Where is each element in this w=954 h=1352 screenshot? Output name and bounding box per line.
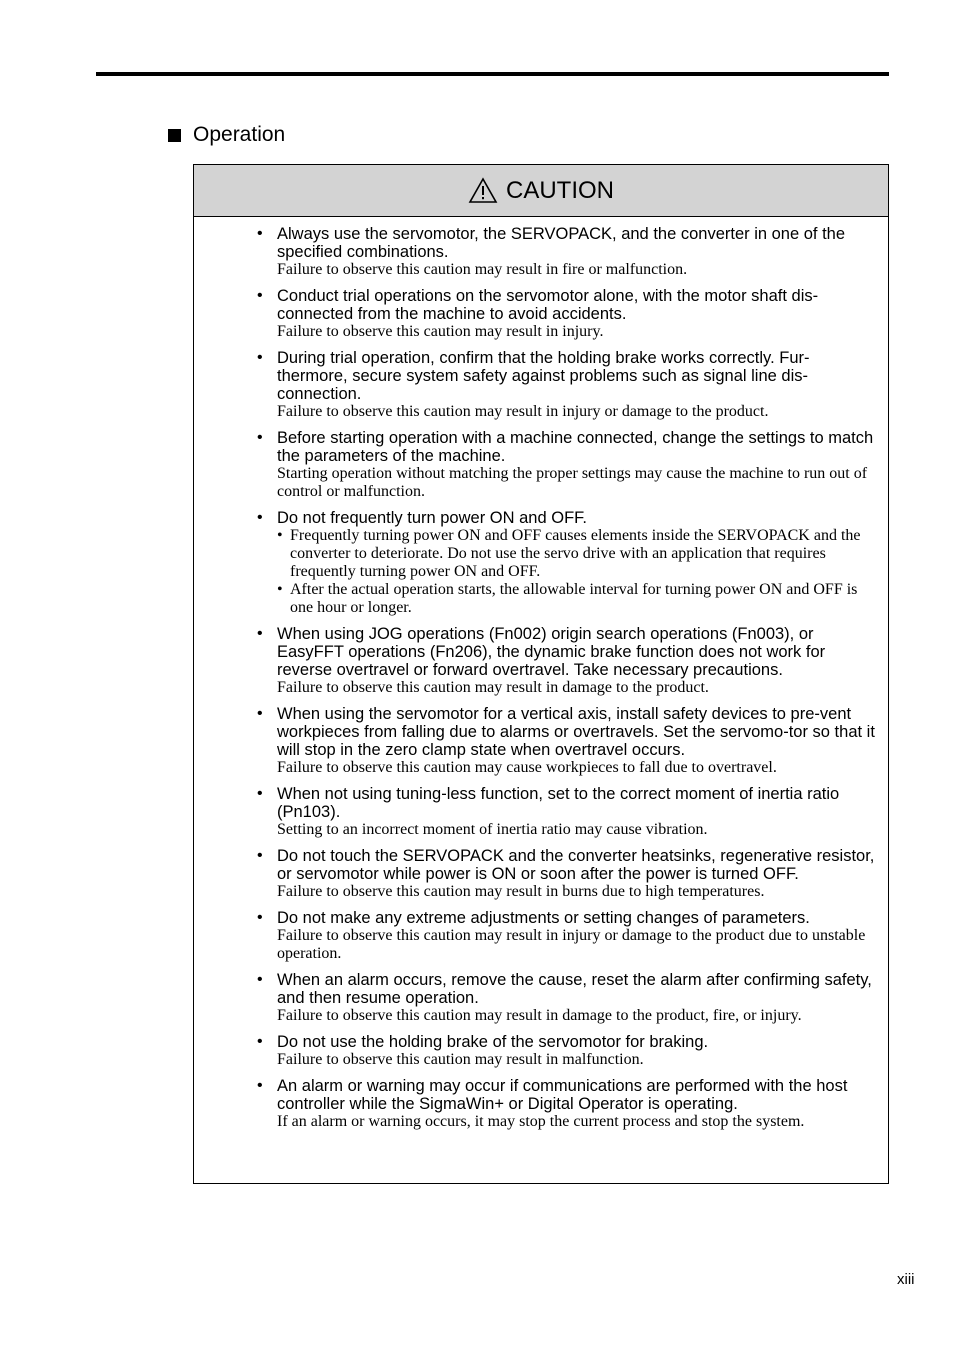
caution-item-consequence: Failure to observe this caution may result in damage to the product. xyxy=(277,679,709,696)
caution-item-text: Do not make any extreme adjustments or setting changes of parameters. xyxy=(277,909,810,927)
caution-subitem xyxy=(277,581,879,617)
square-bullet-icon xyxy=(168,129,181,142)
bullet: • xyxy=(257,705,263,722)
caution-item-consequence: Failure to observe this caution may result in injury or damage to the product due to unstable operation. xyxy=(277,927,866,962)
caution-item xyxy=(254,509,879,617)
bullet: • xyxy=(257,971,263,988)
caution-item xyxy=(254,1033,879,1069)
bullet: • xyxy=(257,509,263,526)
bullet: • xyxy=(257,909,263,926)
bullet: • xyxy=(257,225,263,242)
caution-item-text: Conduct trial operations on the servomotor alone, with the motor shaft dis-connected from the machine to avoid accidents. xyxy=(277,287,819,323)
caution-item-text: When not using tuning-less function, set to the correct moment of inertia ratio (Pn103). xyxy=(277,785,840,821)
caution-item-text: During trial operation, confirm that the holding brake works correctly. Fur-thermore, secure system safety against problems such as signal line dis-connection. xyxy=(277,349,810,403)
caution-subitem-text: Frequently turning power ON and OFF causes elements inside the SERVOPACK and the converter to deteriorate. Do not use the servo drive with an application that requires frequently turning power ON and OFF. xyxy=(290,527,861,580)
caution-item-text: Do not use the holding brake of the servomotor for braking. xyxy=(277,1033,709,1051)
section-heading xyxy=(168,122,285,148)
caution-item xyxy=(254,287,879,341)
caution-item-consequence: Failure to observe this caution may cause workpieces to fall due to overtravel. xyxy=(277,759,777,776)
caution-item xyxy=(254,1077,879,1131)
caution-item-consequence: Failure to observe this caution may result in malfunction. xyxy=(277,1051,644,1068)
bullet: • xyxy=(257,625,263,642)
caution-item-consequence: Failure to observe this caution may result in injury or damage to the product. xyxy=(277,403,769,420)
top-rule xyxy=(96,72,889,76)
caution-item xyxy=(254,429,879,501)
caution-item-consequence: Setting to an incorrect moment of inertia ratio may cause vibration. xyxy=(277,821,708,838)
caution-subitem xyxy=(277,527,879,581)
caution-item-consequence: If an alarm or warning occurs, it may stop the current process and stop the system. xyxy=(277,1113,805,1130)
caution-item-text: An alarm or warning may occur if communications are performed with the host controller while the SigmaWin+ or Digital Operator is operating. xyxy=(277,1077,848,1113)
caution-item-consequence: Failure to observe this caution may result in burns due to high temperatures. xyxy=(277,883,765,900)
caution-item-consequence: Starting operation without matching the proper settings may cause the machine to run out of control or malfunction. xyxy=(277,465,868,500)
bullet: • xyxy=(257,847,263,864)
caution-item xyxy=(254,971,879,1025)
caution-item xyxy=(254,225,879,279)
caution-subitem-text: After the actual operation starts, the allowable interval for turning power ON and OFF is one hour or longer. xyxy=(290,581,858,616)
caution-item xyxy=(254,847,879,901)
caution-header xyxy=(194,165,888,217)
caution-item-text: Always use the servomotor, the SERVOPACK, and the converter in one of the specified combinations. xyxy=(277,225,846,261)
caution-item-text: Do not touch the SERVOPACK and the converter heatsinks, regenerative resistor, or servomotor while power is ON or soon after the power is turned OFF. xyxy=(277,847,875,883)
caution-list xyxy=(254,225,879,1139)
caution-item-text: When using the servomotor for a vertical axis, install safety devices to pre-vent workpieces from falling due to alarms or overtravels. Set the servomo-tor so that it will stop in the zero clamp state when overtravel occurs. xyxy=(277,705,875,759)
bullet: • xyxy=(257,1077,263,1094)
caution-item xyxy=(254,705,879,777)
bullet: • xyxy=(257,349,263,366)
caution-item xyxy=(254,909,879,963)
caution-box xyxy=(193,164,889,1184)
caution-item-text: When using JOG operations (Fn002) origin search operations (Fn003), or EasyFFT operations (Fn206), the dynamic brake function does not work for reverse overtravel or forward overtravel. Take necessary precautions. xyxy=(277,625,826,679)
caution-item-text: Before starting operation with a machine connected, change the settings to match the parameters of the machine. xyxy=(277,429,874,465)
caution-item xyxy=(254,785,879,839)
caution-item xyxy=(254,349,879,421)
section-title: Operation xyxy=(193,123,286,146)
sub-bullet: • xyxy=(277,527,283,544)
caution-item xyxy=(254,625,879,697)
warning-triangle-icon xyxy=(468,177,498,204)
sub-bullet: • xyxy=(277,581,283,598)
caution-item-text: Do not frequently turn power ON and OFF. xyxy=(277,509,587,527)
caution-title: CAUTION xyxy=(506,176,614,204)
caution-item-consequence: Failure to observe this caution may result in fire or malfunction. xyxy=(277,261,688,278)
caution-item-consequence: Failure to observe this caution may result in damage to the product, fire, or injury. xyxy=(277,1007,802,1024)
caution-item-consequence: Failure to observe this caution may result in injury. xyxy=(277,323,604,340)
caution-item-text: When an alarm occurs, remove the cause, reset the alarm after confirming safety, and then resume operation. xyxy=(277,971,872,1007)
page-number: xiii xyxy=(897,1271,915,1288)
bullet: • xyxy=(257,785,263,802)
bullet: • xyxy=(257,287,263,304)
bullet: • xyxy=(257,429,263,446)
bullet: • xyxy=(257,1033,263,1050)
